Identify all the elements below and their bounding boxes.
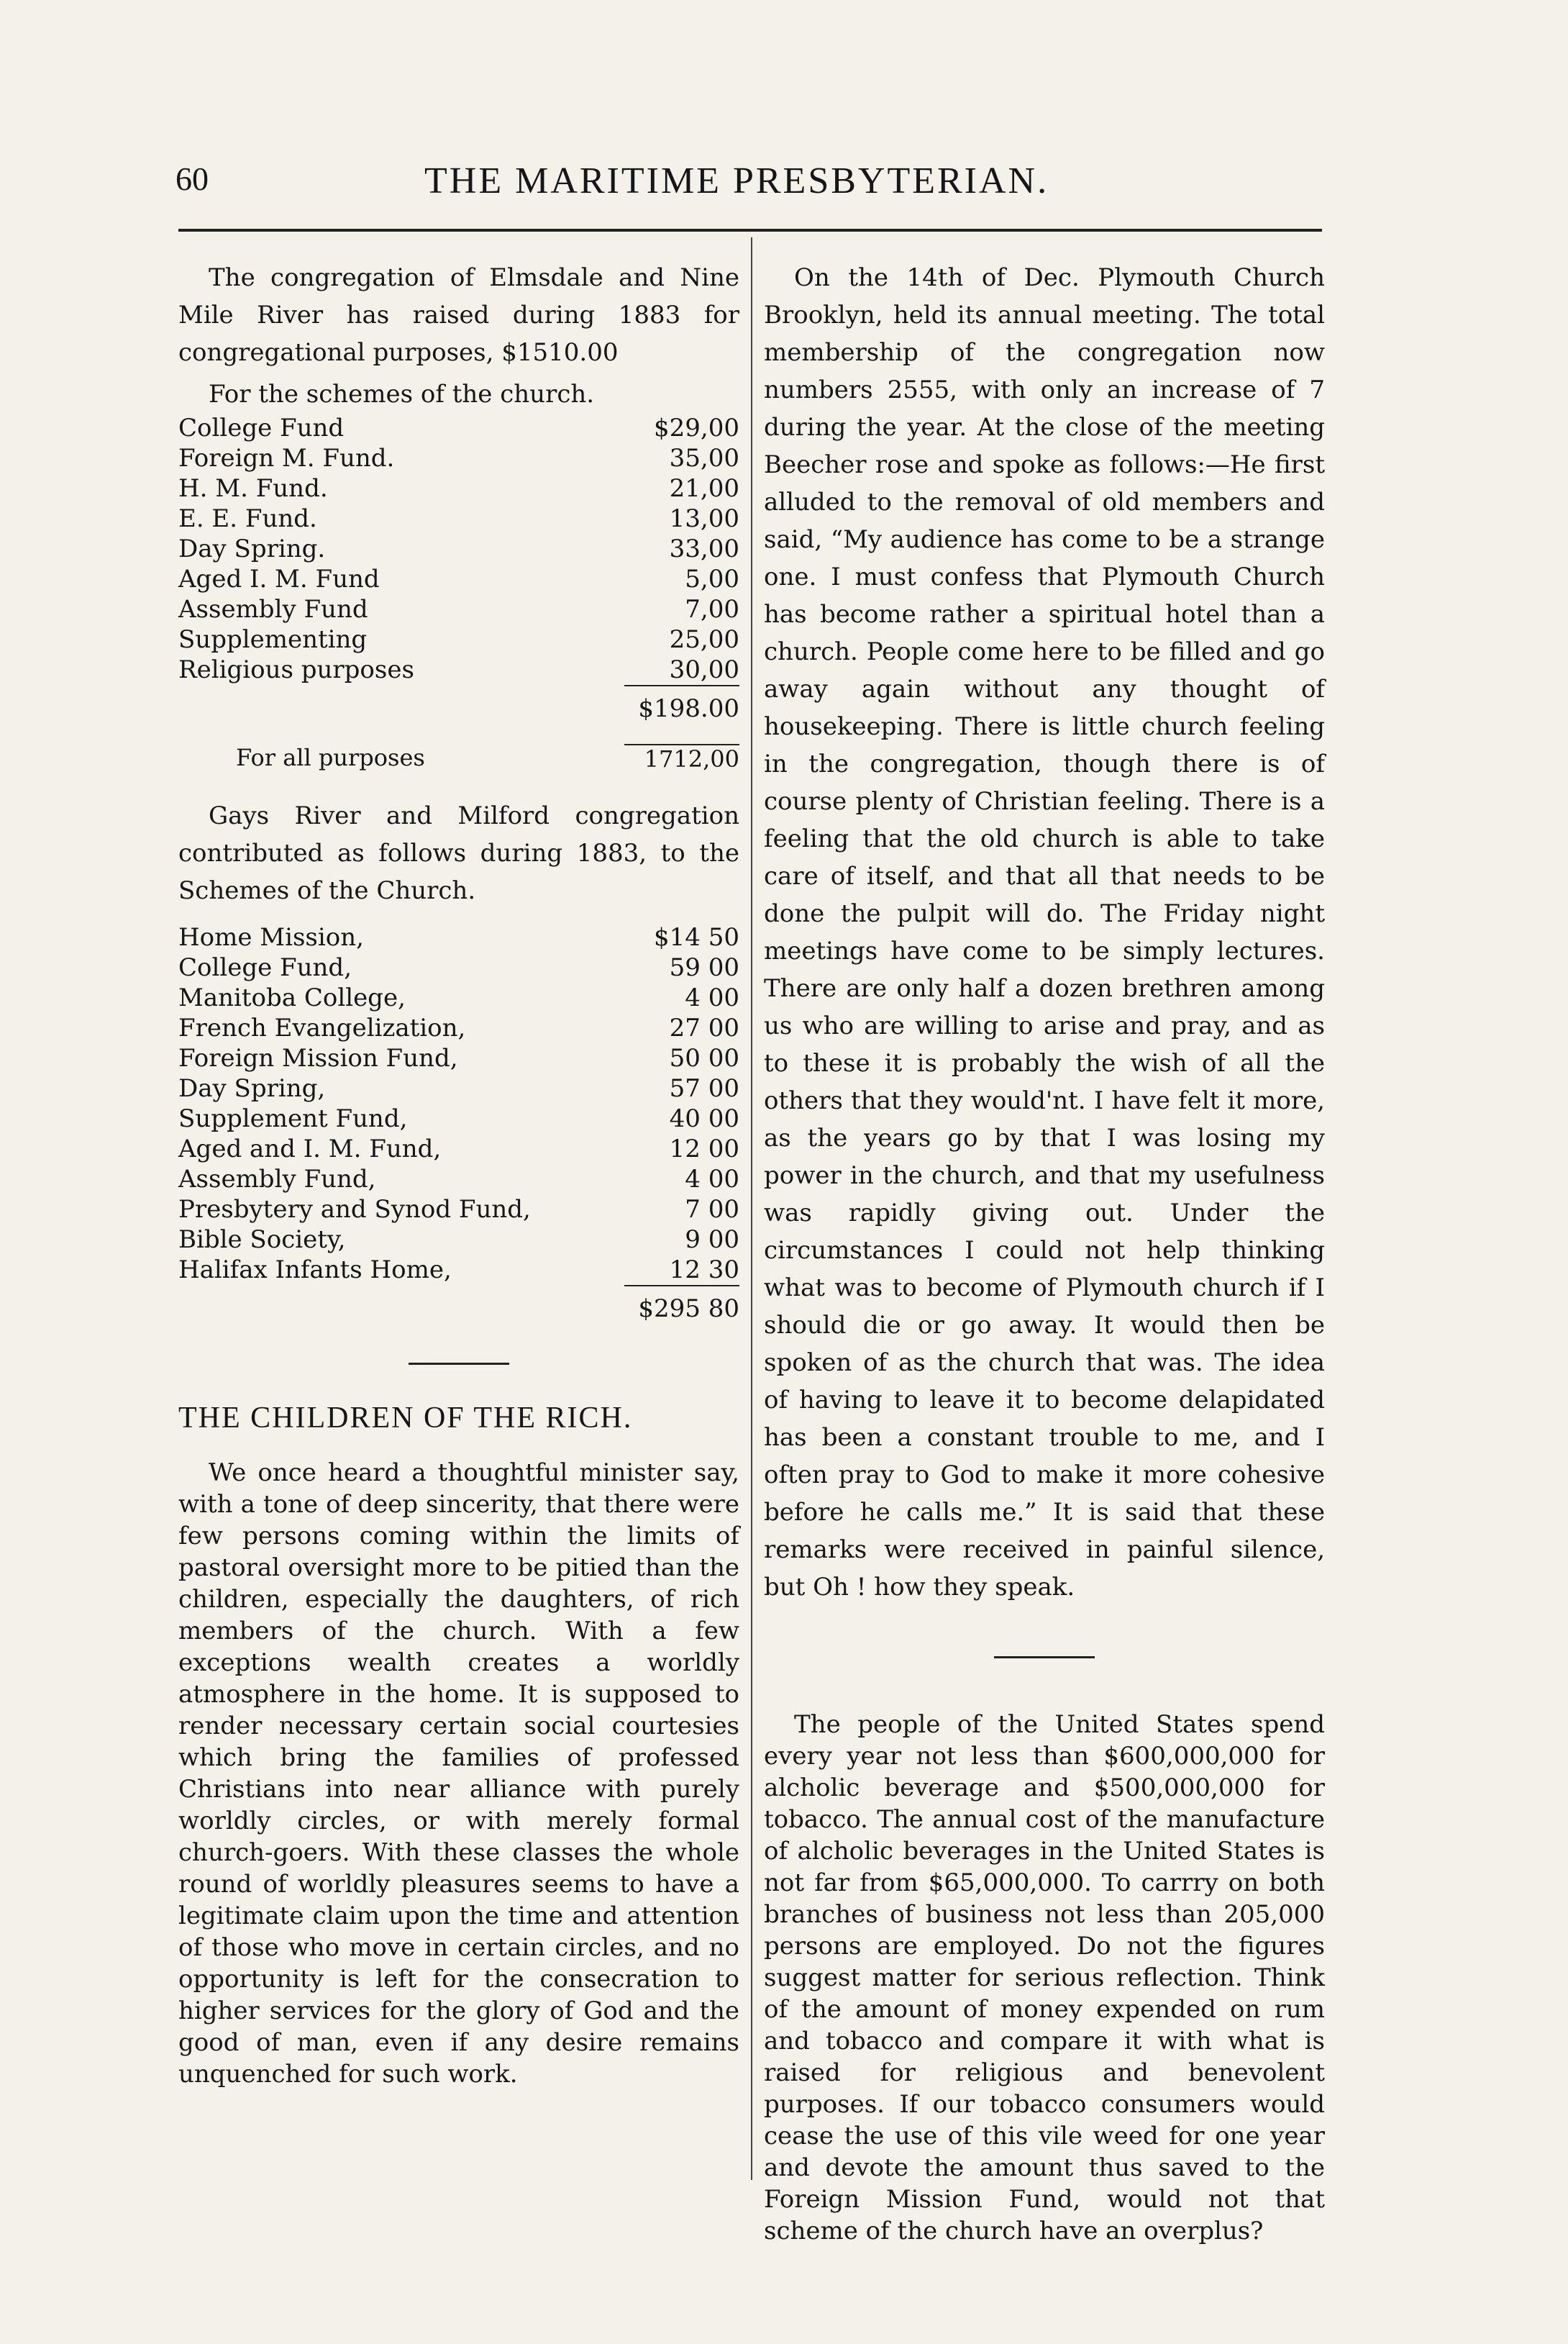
ledger-row: Religious purposes 30,00 [178, 655, 739, 684]
ledger-row: Foreign M. Fund. 35,00 [178, 444, 739, 473]
plymouth-paragraph: On the 14th of Dec. Plymouth Church Brooklyn, held its annual meeting. The total membership of the congregation now numbers 2555, with only an increase of 7 during the year. At the close of the meeting Beecher rose and spoke as follows:—He first alluded to the removal of old members and said, “My audience has come to be a strange one. I must confess that Plymouth Church has become rather a spiritual hotel than a church. People come here to be filled and go away again without any thought of housekeeping. There is little church feeling in the congregation, though there is of course plenty of Christian feeling. There is a feeling that the old church is able to take care of itself, and that all that needs to be done the pulpit will do. The Friday night meetings have come to be simply lectures. There are only half a dozen brethren among us who are willing to arise and pray, and as to these it is probably the wish of all the others that they would'nt. I have felt it more, as the years go by that I was losing my power in the church, and that my usefulness was rapidly giving out. Under the circumstances I could not help thinking what was to become of Plymouth church if I should die or go away. It would then be spoken of as the church that was. The idea of having to leave it to become delapidated has been a constant trouble to me, and I often pray to God to make it more cohesive before he calls me.” It is said that these remarks were received in painful silence, but Oh ! how they speak. [764, 263, 1325, 1602]
ledger-row: Assembly Fund 7,00 [178, 595, 739, 624]
ledger-row: French Evangelization, 27 00 [178, 1014, 739, 1042]
all-purposes-row [178, 744, 739, 773]
ledger-row: Manitoba College, 4 00 [178, 984, 739, 1012]
article-heading: THE CHILDREN OF THE RICH. [178, 1402, 633, 1435]
ledger-row: Presbytery and Synod Fund, 7 00 [178, 1195, 739, 1224]
right-column [764, 259, 1325, 2247]
all-purposes-label: For all purposes [236, 744, 425, 771]
gays-ledger [178, 922, 739, 1285]
ledger-row: College Fund $29,00 [178, 414, 739, 442]
ledger-row: Day Spring, 57 00 [178, 1074, 739, 1103]
section-rule [994, 1656, 1095, 1658]
ledger-row: Home Mission, $14 50 [178, 923, 739, 952]
ledger-row: College Fund, 59 00 [178, 953, 739, 982]
ledger-row: Aged I. M. Fund 5,00 [178, 565, 739, 594]
header-rule [178, 229, 1322, 232]
left-column [178, 259, 739, 2090]
ledger-row: Halifax Infants Home, 12 30 [178, 1255, 739, 1284]
running-title: THE MARITIME PRESBYTERIAN. [424, 160, 1049, 201]
elmsdale-total: $198.00 [178, 685, 739, 727]
ledger-row: Supplement Fund, 40 00 [178, 1104, 739, 1133]
gays-intro: Gays River and Milford congregation contributed as follows during 1883, to the Schemes of the Church. [178, 801, 739, 905]
section-rule [409, 1363, 509, 1365]
ledger-row: E. E. Fund. 13,00 [178, 504, 739, 533]
elmsdale-intro: The congregation of Elmsdale and Nine Mile River has raised during 1883 for congregational purposes, $1510.00 [178, 263, 739, 367]
article-body: We once heard a thoughtful minister say, with a tone of deep sincerity, that there were few persons coming within the limits of pastoral oversight more to be pitied than the children, especially the daughters, of rich members of the church. With a few exceptions wealth creates a worldly atmosphere in the home. It is supposed to render necessary certain social courtesies which bring the families of professed Christians into near alliance with purely worldly circles, or with merely formal church-goers. With these classes the whole round of worldly pleasures seems to have a legitimate claim upon the time and attention of those who move in certain circles, and no opportunity is left for the consecration to higher services for the glory of God and the good of man, even if any desire remains unquenched for such work. [178, 1458, 739, 2089]
column-divider [751, 237, 752, 2180]
gays-total: $295 80 [178, 1285, 739, 1327]
all-purposes-amount: 1712,00 [624, 744, 739, 773]
alcohol-paragraph: The people of the United States spend every year not less than $600,000,000 for alcholic beverage and $500,000,000 for tobacco. The annual cost of the manufacture of alcholic beverages in the United States is not far from $65,000,000. To carrry on both branches of business not less than 205,000 persons are employed. Do not the figures suggest matter for serious reflection. Think of the amount of money expended on rum and tobacco and compare it with what is raised for religious and benevolent purposes. If our tobacco consumers would cease the use of this vile weed for one year and devote the amount thus saved to the Foreign Mission Fund, would not that scheme of the church have an overplus? [764, 1710, 1325, 2245]
ledger-row: Aged and I. M. Fund, 12 00 [178, 1135, 739, 1163]
schemes-intro: For the schemes of the church. [209, 380, 595, 409]
ledger-row: Day Spring. 33,00 [178, 535, 739, 563]
page-number: 60 [176, 160, 209, 197]
ledger-row: H. M. Fund. 21,00 [178, 474, 739, 503]
ledger-row: Bible Society, 9 00 [178, 1225, 739, 1254]
elmsdale-ledger [178, 413, 739, 685]
ledger-row: Assembly Fund, 4 00 [178, 1165, 739, 1194]
ledger-row: Foreign Mission Fund, 50 00 [178, 1044, 739, 1073]
ledger-row: Supplementing 25,00 [178, 625, 739, 654]
